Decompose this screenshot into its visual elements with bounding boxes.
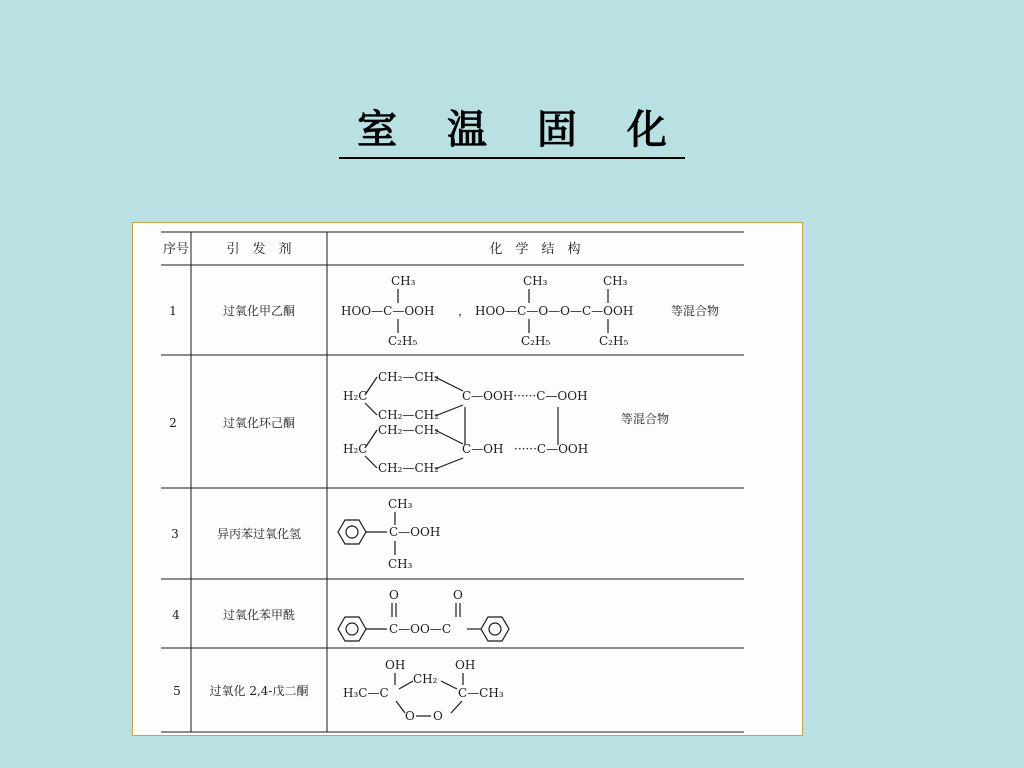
r1-mixture-note: 等混合物 xyxy=(671,304,720,318)
r5-oh-right: OH xyxy=(455,658,476,672)
r5-o-left: O xyxy=(405,709,415,723)
r5-h3c-c: H₃C—C xyxy=(343,686,389,700)
header-initiator: 引 发 剂 xyxy=(226,242,292,257)
r3-c-ooh: C—OOH xyxy=(389,525,441,539)
r4-o-left: O xyxy=(389,588,399,602)
r1-left-formula: HOO—C—OOH xyxy=(341,304,435,318)
r2-ring1-h2c: H₂C xyxy=(343,389,368,403)
r1-ch3-a: CH₃ xyxy=(391,274,416,288)
r2-ring2-top: CH₂—CH₂ xyxy=(378,423,439,437)
r3-benzene-ring xyxy=(338,520,366,544)
r2-c-ooh: C—OOH······C—OOH xyxy=(462,389,588,403)
r1-c2h5-b: C₂H₅ xyxy=(521,334,551,348)
header-structure: 化 学 结 构 xyxy=(489,242,581,257)
row3-number: 3 xyxy=(171,527,179,541)
row4-structure xyxy=(338,588,509,641)
row1-structure xyxy=(341,274,719,348)
r2-ring1-bottom: CH₂—CH₂ xyxy=(378,408,439,422)
r2-mixture-note: 等混合物 xyxy=(621,412,670,426)
r1-c2h5-c: C₂H₅ xyxy=(599,334,629,348)
r5-o-right: O xyxy=(433,709,443,723)
r2-ring2-bottom: CH₂—CH₂ xyxy=(378,461,439,475)
r3-ch3-top: CH₃ xyxy=(388,497,413,511)
r1-right-formula: HOO—C—O—O—C—OOH xyxy=(475,304,634,318)
r5-ch2: CH₂ xyxy=(413,672,438,686)
r3-ch3-bottom: CH₃ xyxy=(388,557,413,571)
r1-comma: ， xyxy=(458,304,471,318)
initiator-table-figure xyxy=(132,222,803,736)
row4-number: 4 xyxy=(172,608,180,622)
row2-structure xyxy=(343,370,669,475)
row2-name: 过氧化环己酮 xyxy=(222,416,296,430)
r4-formula: C—OO—C xyxy=(389,622,452,636)
row4-name: 过氧化苯甲酰 xyxy=(222,608,296,622)
r1-ch3-b: CH₃ xyxy=(523,274,548,288)
r2-dots-c-ooh: ······C—OOH xyxy=(514,442,589,456)
r4-o-right: O xyxy=(453,588,463,602)
row1-name: 过氧化甲乙酮 xyxy=(222,304,296,318)
row3-structure xyxy=(338,497,440,571)
r2-ring2-h2c: H₂C xyxy=(343,442,368,456)
initiator-table-svg xyxy=(133,223,804,737)
r5-oh-left: OH xyxy=(385,658,406,672)
row3-name: 异丙苯过氧化氢 xyxy=(216,527,302,541)
slide-title-text: 室 温 固 化 xyxy=(339,106,685,159)
row5-number: 5 xyxy=(173,684,181,698)
r2-c-oh: C—OH xyxy=(462,442,504,456)
r2-ring1-top: CH₂—CH₂ xyxy=(378,370,439,384)
r1-c2h5-a: C₂H₅ xyxy=(388,334,418,348)
r4-benzene-right xyxy=(481,617,509,641)
r5-c-ch3: C—CH₃ xyxy=(458,686,504,700)
row2-number: 2 xyxy=(169,416,177,430)
row1-number: 1 xyxy=(169,304,177,318)
header-seq: 序号 xyxy=(162,242,190,257)
row5-name: 过氧化 2,4-戊二酮 xyxy=(209,684,309,698)
r1-ch3-c: CH₃ xyxy=(603,274,628,288)
r4-benzene-left xyxy=(338,617,366,641)
row5-structure xyxy=(343,658,504,723)
slide-title xyxy=(0,98,1024,155)
